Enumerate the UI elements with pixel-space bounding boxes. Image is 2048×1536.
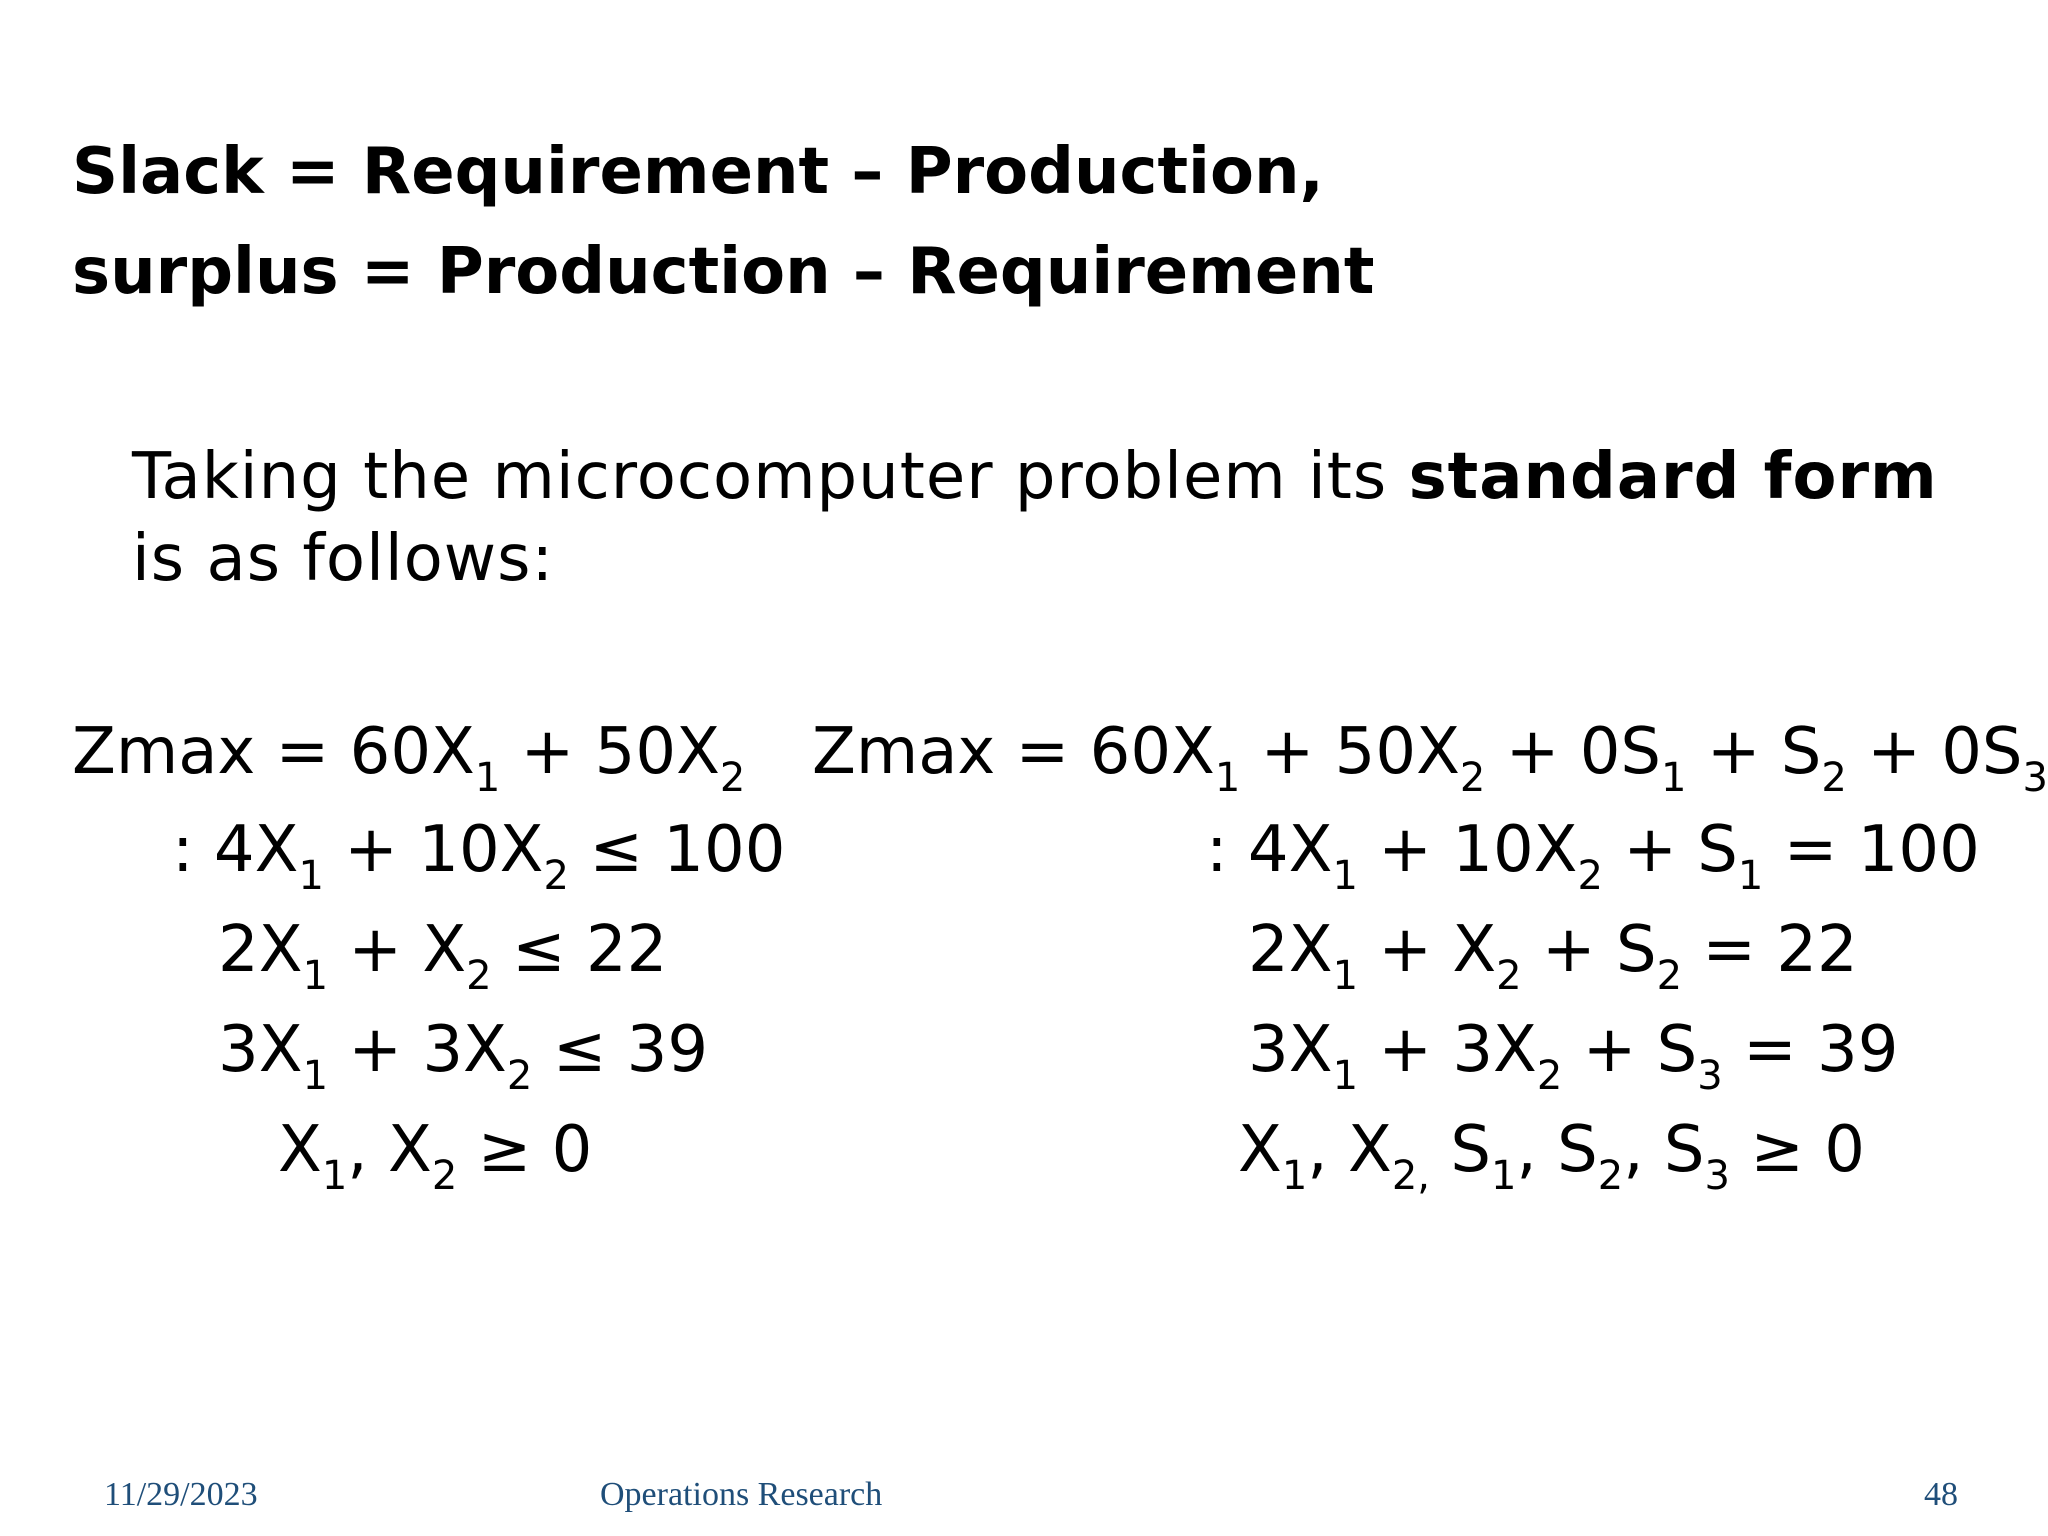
original-constraint-3: $3X_1 + 3X_2 \le 39$ [218, 1013, 709, 1099]
intro-text [132, 436, 1992, 600]
intro-pre: Taking the microcomputer problem its [132, 440, 1409, 514]
standard-constraint-3: $3X_1 + 3X_2 + S_3 = 39$ [1248, 1013, 1899, 1099]
standard-objective: $Zmax = 60X_1 + 50X_2 + 0S_1 + S_2 + 0S_3$ [812, 715, 2048, 801]
slack-definition: Slack = Requirement – Production, [72, 135, 1324, 209]
footer-page-number: 48 [1924, 1476, 1958, 1513]
standard-constraint-1: : $4X_1 + 10X_2 + S_1 = 100$ [1206, 813, 1980, 899]
intro-post: is as follows: [132, 522, 555, 596]
original-objective: $Zmax = 60X_1 + 50X_2$ [72, 715, 746, 801]
intro-keyword: standard form [1408, 440, 1938, 514]
footer-title: Operations Research [600, 1476, 883, 1513]
surplus-definition: surplus = Production – Requirement [72, 235, 1375, 309]
original-constraint-1: : $4X_1 + 10X_2 \le 100$ [172, 813, 786, 899]
original-nonnegativity: $X_1$, $X_2 \ge 0$ [278, 1113, 593, 1199]
standard-nonnegativity: $X_1$, $X_{2,}$ $S_1$, $S_2$, $S_3 \ge 0$ [1238, 1113, 1865, 1199]
footer-date: 11/29/2023 [104, 1476, 258, 1513]
standard-constraint-2: $2X_1 + X_2 + S_2 = 22$ [1248, 913, 1858, 999]
original-constraint-2: $2X_1 + X_2 \le 22$ [218, 913, 668, 999]
